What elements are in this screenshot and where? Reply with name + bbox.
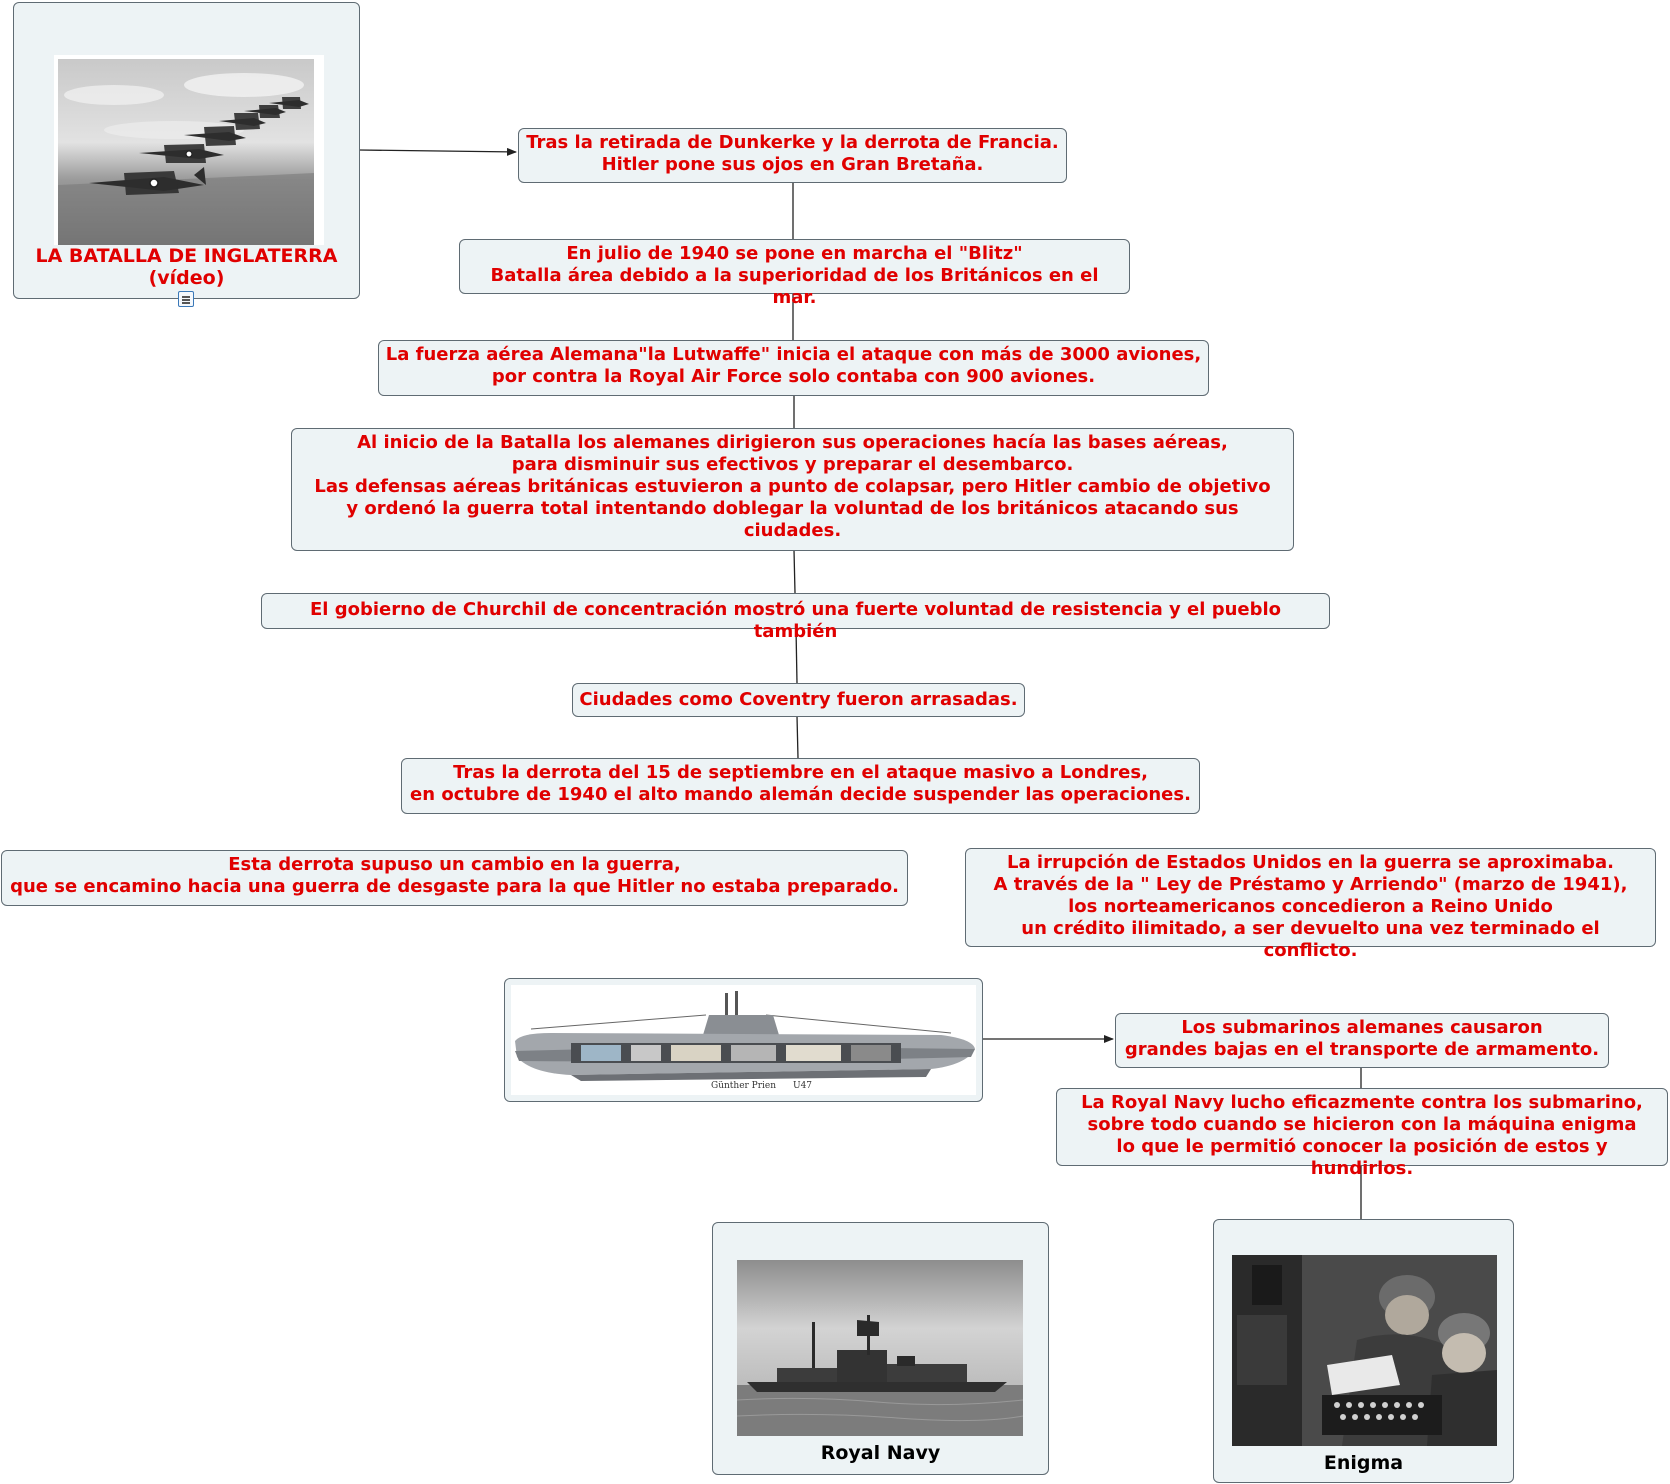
fighter-planes-photo xyxy=(54,55,324,245)
main-topic[interactable] xyxy=(13,2,360,299)
node-submarinos[interactable]: Los submarinos alemanes causaron grandes bajas en el transporte de armamento. xyxy=(1115,1013,1609,1068)
main-topic-title: LA BATALLA DE INGLATERRA (vídeo) xyxy=(35,245,338,289)
node-desgaste[interactable]: Esta derrota supuso un cambio en la guerra, que se encamino hacia una guerra de desgaste para la que Hitler no estaba preparado. xyxy=(1,850,908,906)
node-coventry[interactable]: Ciudades como Coventry fueron arrasadas. xyxy=(572,683,1025,717)
node-luftwaffe[interactable]: La fuerza aérea Alemana"la Lutwaffe" inicia el ataque con más de 3000 aviones, por contra la Royal Air Force solo contaba con 900 aviones. xyxy=(378,340,1209,396)
submarine-topic[interactable] xyxy=(504,978,983,1102)
battleship-photo xyxy=(737,1260,1023,1436)
node-derrota-15[interactable]: Tras la derrota del 15 de septiembre en el ataque masivo a Londres, en octubre de 1940 el alto mando alemán decide suspender las operaciones. xyxy=(401,758,1200,814)
submarine-hull-number: U47 xyxy=(793,1081,813,1091)
node-dunkerke[interactable]: Tras la retirada de Dunkerke y la derrota de Francia. Hitler pone sus ojos en Gran Bretaña. xyxy=(518,128,1067,183)
enigma-topic[interactable] xyxy=(1213,1219,1514,1483)
line-coventry-derrota xyxy=(797,716,798,758)
line-inicio-churchil xyxy=(794,550,795,593)
arrow-main-to-dunkerke xyxy=(359,150,516,152)
node-royal-navy-text[interactable]: La Royal Navy lucho eficazmente contra los submarino, sobre todo cuando se hicieron con la máquina enigma lo que le permitió conocer la posición de estos y hundirlos. xyxy=(1056,1088,1668,1166)
submarine-cutaway-image xyxy=(511,985,976,1095)
enigma-operators-photo xyxy=(1232,1255,1497,1446)
royal-navy-caption: Royal Navy xyxy=(820,1442,941,1464)
notes-icon[interactable] xyxy=(178,291,194,307)
node-inicio-batalla[interactable]: Al inicio de la Batalla los alemanes dirigieron sus operaciones hacía las bases aéreas, para disminuir sus efectivos y preparar el desembarco. Las defensas aéreas británicas estuvieron a punto de colapsar, pero Hitler cambio de objetivo y ordenó la guerra total intentando doblegar la voluntad de los británicos atacando sus ciudades. xyxy=(291,428,1294,551)
node-churchil[interactable]: El gobierno de Churchil de concentración mostró una fuerte voluntad de resistencia y el pueblo también xyxy=(261,593,1330,629)
node-blitz[interactable]: En julio de 1940 se pone en marcha el "Blitz" Batalla área debido a la superioridad de los Británicos en el mar. xyxy=(459,239,1130,294)
node-estados-unidos[interactable]: La irrupción de Estados Unidos en la guerra se aproximaba. A través de la " Ley de Préstamo y Arriendo" (marzo de 1941), los norteamericanos concedieron a Reino Unido un crédito ilimitado, a ser devuelto una vez terminado el conflicto. xyxy=(965,848,1656,947)
royal-navy-topic[interactable] xyxy=(712,1222,1049,1475)
enigma-caption: Enigma xyxy=(1323,1452,1404,1474)
submarine-hull-name: Günther Prien xyxy=(711,1081,777,1091)
